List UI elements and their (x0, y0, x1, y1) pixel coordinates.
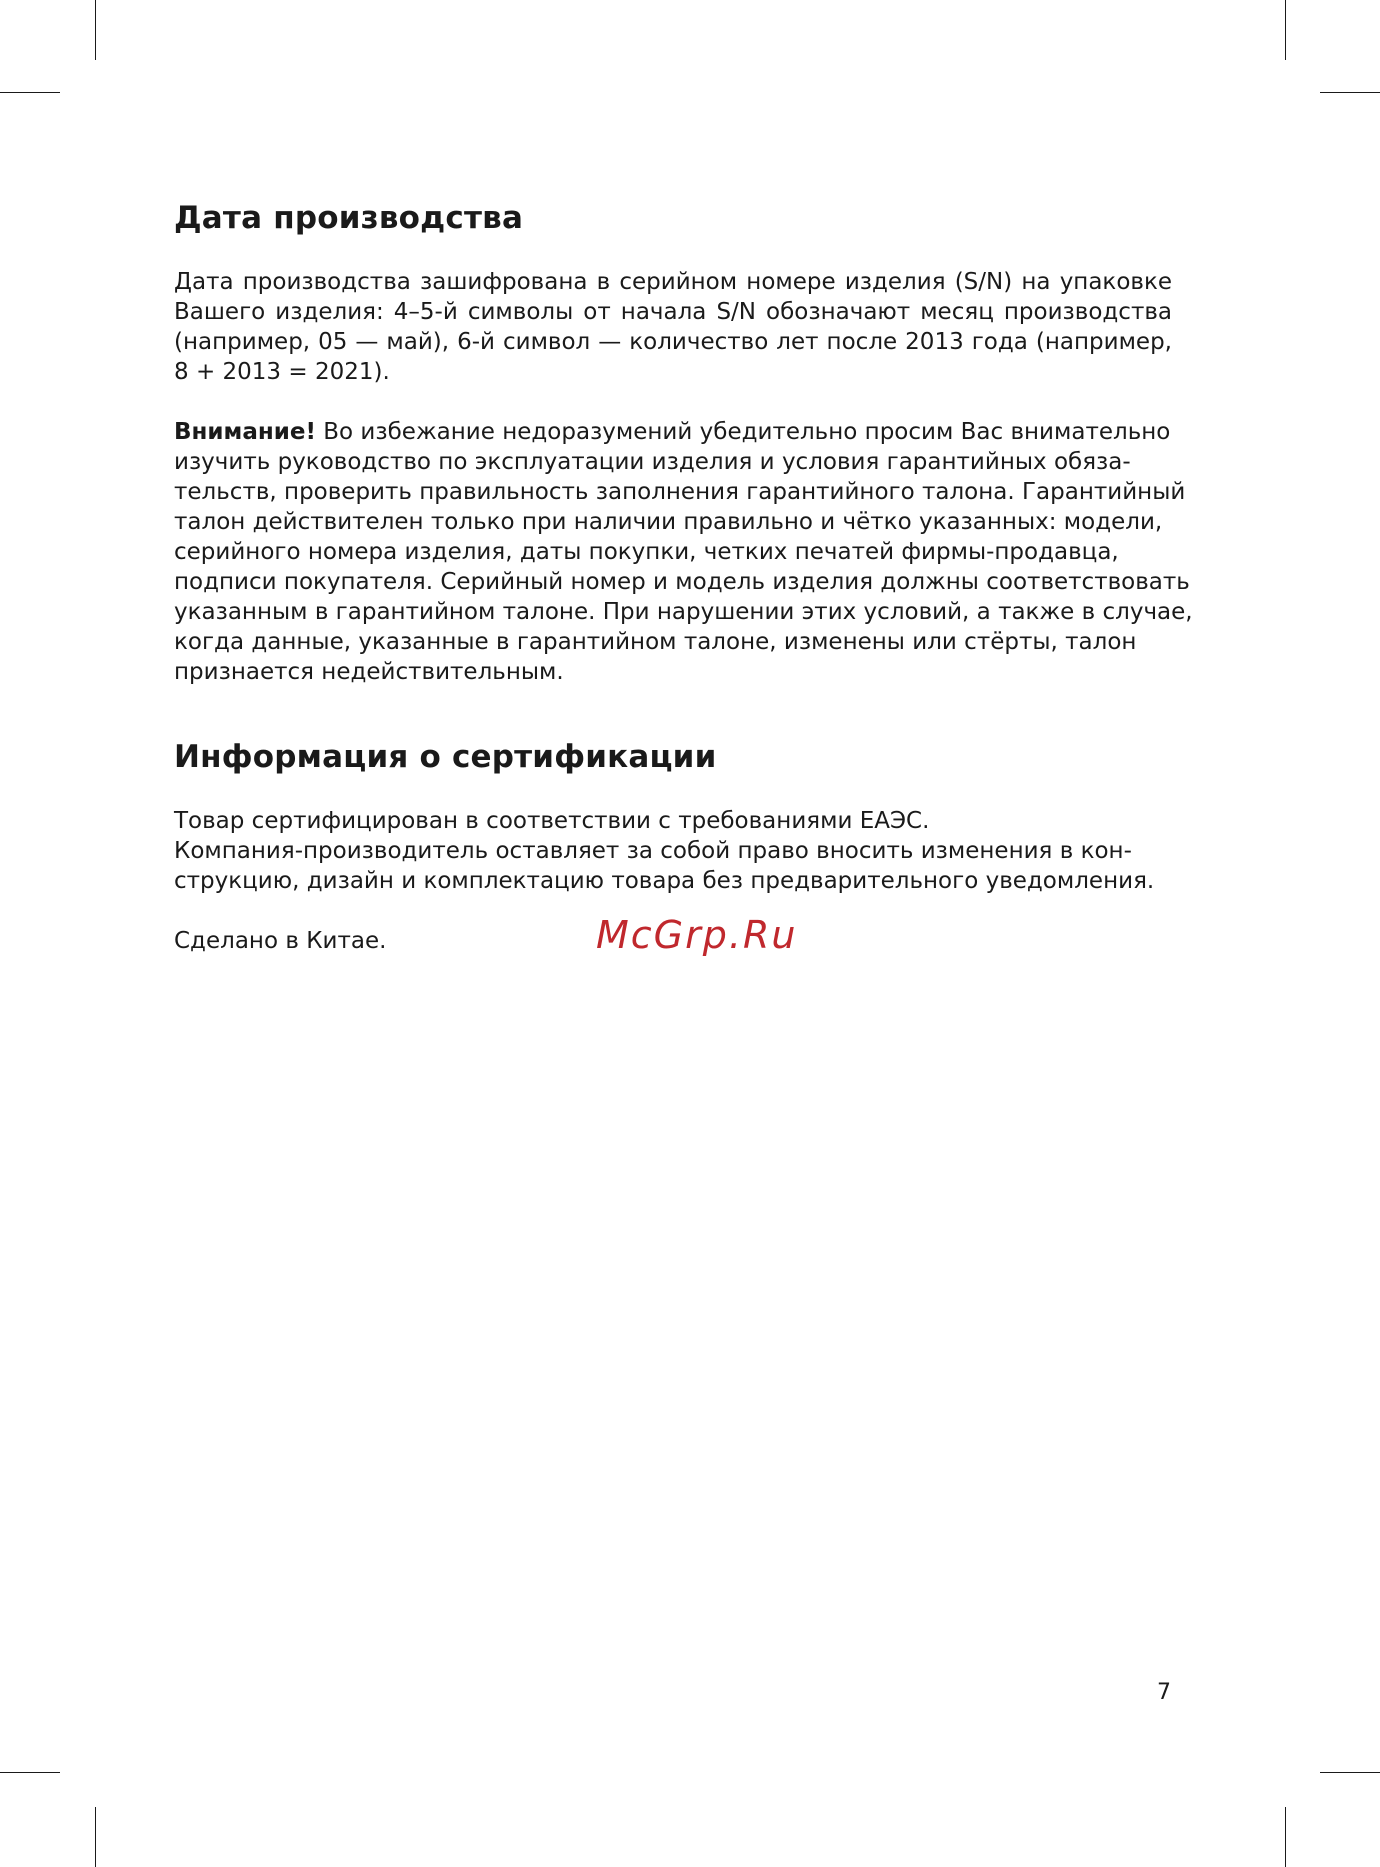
crop-mark-bottom-right-vertical (1285, 1807, 1286, 1867)
made-in-text: Сделано в Китае. (174, 928, 387, 954)
paragraph-line: тельств, проверить правильность заполнения гарантийного талона. Гарантийный (174, 479, 1186, 505)
paragraph-line: Компания-производитель оставляет за собой право вносить изменения в кон- (174, 838, 1132, 864)
paragraph-line (174, 417, 1170, 447)
paragraph-line: изучить руководство по эксплуатации изделия и условия гарантийных обяза- (174, 449, 1131, 475)
paragraph-line: серийного номера изделия, даты покупки, четких печатей фирмы-продавца, (174, 539, 1119, 565)
attention-text: Во избежание недоразумений убедительно просим Вас внимательно (315, 419, 1171, 445)
crop-mark-bottom-left-horizontal (0, 1772, 60, 1773)
paragraph-line: подписи покупателя. Серийный номер и модель изделия должны соответствовать (174, 569, 1190, 595)
paragraph-line: указанным в гарантийном талоне. При нарушении этих условий, а также в случае, (174, 599, 1193, 625)
paragraph-line: Товар сертифицирован в соответствии с требованиями ЕАЭС. (174, 808, 930, 834)
watermark: McGrp.Ru (596, 913, 798, 957)
crop-mark-top-left-vertical (95, 0, 96, 60)
section-heading-production-date: Дата производства (174, 200, 524, 236)
paragraph-line: Дата производства зашифрована в серийном номере изделия (S/N) на упаковке (174, 269, 1172, 295)
paragraph-line: когда данные, указанные в гарантийном талоне, изменены или стёрты, талон (174, 629, 1137, 655)
crop-mark-top-left-horizontal (0, 92, 60, 93)
attention-label: Внимание! (174, 419, 316, 445)
paragraph-line: (например, 05 — май), 6-й символ — количество лет после 2013 года (например, (174, 329, 1172, 355)
section-heading-certification: Информация о сертификации (174, 739, 717, 775)
crop-mark-top-right-horizontal (1320, 92, 1380, 93)
paragraph-line: талон действителен только при наличии правильно и чётко указанных: модели, (174, 509, 1163, 535)
paragraph-line: 8 + 2013 = 2021). (174, 359, 390, 385)
paragraph-line: струкцию, дизайн и комплектацию товара без предварительного уведомления. (174, 868, 1155, 894)
paragraph-line: признается недействительным. (174, 659, 564, 685)
page-number: 7 (1157, 1680, 1171, 1705)
crop-mark-bottom-right-horizontal (1320, 1772, 1380, 1773)
paragraph-line: Вашего изделия: 4–5-й символы от начала S/N обозначают месяц производства (174, 299, 1172, 325)
crop-mark-top-right-vertical (1285, 0, 1286, 60)
crop-mark-bottom-left-vertical (95, 1807, 96, 1867)
